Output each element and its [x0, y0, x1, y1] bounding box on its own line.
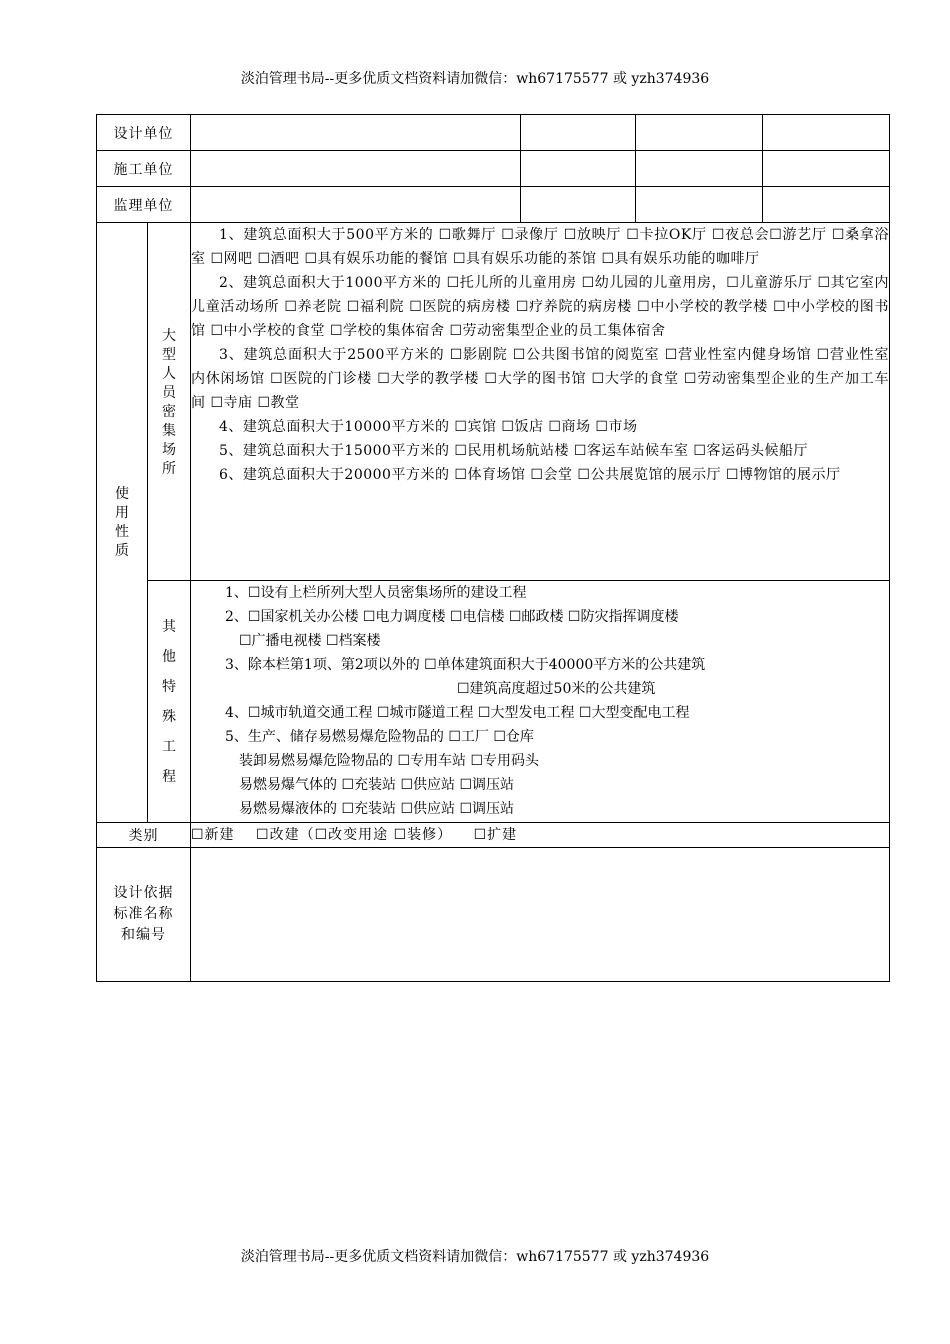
category-row [97, 823, 890, 848]
page-header: 淡泊管理书局--更多优质文档资料请加微信：wh67175577 或 yzh374936 [240, 71, 710, 87]
crowded-label-char: 大 [162, 328, 176, 344]
special-label-char: 殊 [162, 708, 176, 725]
construction-unit-cell-2[interactable] [521, 151, 636, 187]
special-label-char: 特 [162, 678, 176, 695]
supervision-unit-cell-4[interactable] [763, 187, 890, 223]
design-basis-row [97, 848, 890, 982]
special-item-3[interactable]: 3、除本栏第1项、第2项以外的 ☐单体建筑面积大于40000平方米的公共建筑 [225, 657, 706, 673]
special-item-5-loading[interactable]: 装卸易燃易爆危险物品的 ☐专用车站 ☐专用码头 [239, 753, 540, 769]
crowded-places-options [191, 223, 890, 581]
usage-nature-label [97, 223, 148, 823]
design-basis-field[interactable] [191, 848, 890, 982]
crowded-item-5[interactable]: 5、建筑总面积大于15000平方米的 ☐民用机场航站楼 ☐客运车站候车室 ☐客运码头候船厅 [219, 443, 808, 459]
special-item-5[interactable]: 5、生产、储存易燃易爆危险物品的 ☐工厂 ☐仓库 [225, 729, 534, 745]
special-projects-options [191, 581, 890, 823]
fire-design-form [96, 114, 890, 982]
supervision-unit-cell-2[interactable] [521, 187, 636, 223]
design-unit-cell-2[interactable] [521, 115, 636, 151]
design-basis-label-line: 标准名称 [113, 906, 174, 922]
category-rebuild[interactable]: ☐改建（☐改变用途 ☐装修） [256, 827, 453, 843]
construction-unit-row [97, 151, 890, 187]
crowded-label-char: 集 [162, 423, 176, 439]
crowded-item-1[interactable]: 1、建筑总面积大于500平方米的 ☐歌舞厅 ☐录像厅 ☐放映厅 ☐卡拉OK厅 ☐夜总会☐游艺厅 ☐桑拿浴室 ☐网吧 ☐酒吧 ☐具有娱乐功能的餐馆 ☐具有娱乐功能的茶馆 ☐具有娱乐功能的咖啡厅 [191, 227, 889, 267]
design-unit-cell-4[interactable] [763, 115, 890, 151]
crowded-places-label [148, 223, 191, 581]
usage-label-char: 用 [115, 504, 129, 521]
special-projects-row [97, 581, 890, 823]
construction-unit-label: 施工单位 [97, 151, 191, 187]
category-options [191, 823, 890, 848]
special-item-4[interactable]: 4、☐城市轨道交通工程 ☐城市隧道工程 ☐大型发电工程 ☐大型变配电工程 [225, 705, 690, 721]
special-label-char: 工 [162, 738, 176, 755]
category-label: 类别 [97, 823, 191, 848]
crowded-item-2[interactable]: 2、建筑总面积大于1000平方米的 ☐托儿所的儿童用房 ☐幼儿园的儿童用房，☐儿童游乐厅 ☐其它室内儿童活动场所 ☐养老院 ☐福利院 ☐医院的病房楼 ☐疗养院的病房楼 ☐中小学校的教学楼 ☐中小学校的图书馆 ☐中小学校的食堂 ☐学校的集体宿舍 ☐劳动密集型企业的员工集体宿舍 [191, 275, 889, 339]
crowded-item-3[interactable]: 3、建筑总面积大于2500平方米的 ☐影剧院 ☐公共图书馆的阅览室 ☐营业性室内健身场馆 ☐营业性室内休闲场馆 ☐医院的门诊楼 ☐大学的教学楼 ☐大学的图书馆 ☐大学的食堂 ☐劳动密集型企业的生产加工车间 ☐寺庙 ☐教堂 [191, 347, 889, 411]
design-unit-cell-3[interactable] [636, 115, 763, 151]
supervision-unit-field[interactable] [191, 187, 521, 223]
usage-label-char: 质 [115, 542, 129, 559]
crowded-places-row [97, 223, 890, 581]
design-unit-label: 设计单位 [97, 115, 191, 151]
special-projects-label [148, 581, 191, 823]
supervision-unit-row [97, 187, 890, 223]
design-basis-label-line: 设计依据 [113, 885, 174, 901]
special-label-char: 他 [162, 648, 176, 665]
crowded-item-4[interactable]: 4、建筑总面积大于10000平方米的 ☐宾馆 ☐饭店 ☐商场 ☐市场 [219, 419, 638, 435]
crowded-label-char: 密 [162, 404, 176, 420]
design-basis-label-line: 和编号 [121, 927, 166, 943]
special-item-5-gas[interactable]: 易燃易爆气体的 ☐充装站 ☐供应站 ☐调压站 [239, 777, 515, 793]
crowded-item-6[interactable]: 6、建筑总面积大于20000平方米的 ☐体育场馆 ☐会堂 ☐公共展览馆的展示厅 ☐博物馆的展示厅 [219, 467, 841, 483]
construction-unit-cell-3[interactable] [636, 151, 763, 187]
crowded-label-char: 场 [162, 442, 176, 458]
special-label-char: 程 [162, 768, 176, 785]
design-unit-field[interactable] [191, 115, 521, 151]
special-item-1[interactable]: 1、☐设有上栏所列大型人员密集场所的建设工程 [225, 585, 527, 601]
design-unit-row [97, 115, 890, 151]
category-new[interactable]: ☐新建 [191, 827, 235, 843]
crowded-label-char: 人 [162, 366, 176, 382]
special-item-3-cont[interactable]: ☐建筑高度超过50米的公共建筑 [457, 681, 656, 697]
construction-unit-field[interactable] [191, 151, 521, 187]
page-footer: 淡泊管理书局--更多优质文档资料请加微信：wh67175577 或 yzh374936 [240, 1249, 710, 1265]
special-label-char: 其 [162, 618, 176, 635]
usage-label-char: 使 [115, 485, 129, 502]
crowded-label-char: 型 [162, 347, 176, 363]
design-basis-label [97, 848, 191, 982]
special-item-2-cont[interactable]: ☐广播电视楼 ☐档案楼 [239, 633, 381, 649]
special-item-2[interactable]: 2、☐国家机关办公楼 ☐电力调度楼 ☐电信楼 ☐邮政楼 ☐防灾指挥调度楼 [225, 609, 679, 625]
supervision-unit-cell-3[interactable] [636, 187, 763, 223]
crowded-label-char: 员 [162, 385, 176, 401]
supervision-unit-label: 监理单位 [97, 187, 191, 223]
category-expand[interactable]: ☐扩建 [473, 827, 518, 843]
crowded-label-char: 所 [162, 461, 176, 477]
usage-label-char: 性 [115, 523, 129, 540]
special-item-5-liquid[interactable]: 易燃易爆液体的 ☐充装站 ☐供应站 ☐调压站 [239, 801, 515, 817]
construction-unit-cell-4[interactable] [763, 151, 890, 187]
